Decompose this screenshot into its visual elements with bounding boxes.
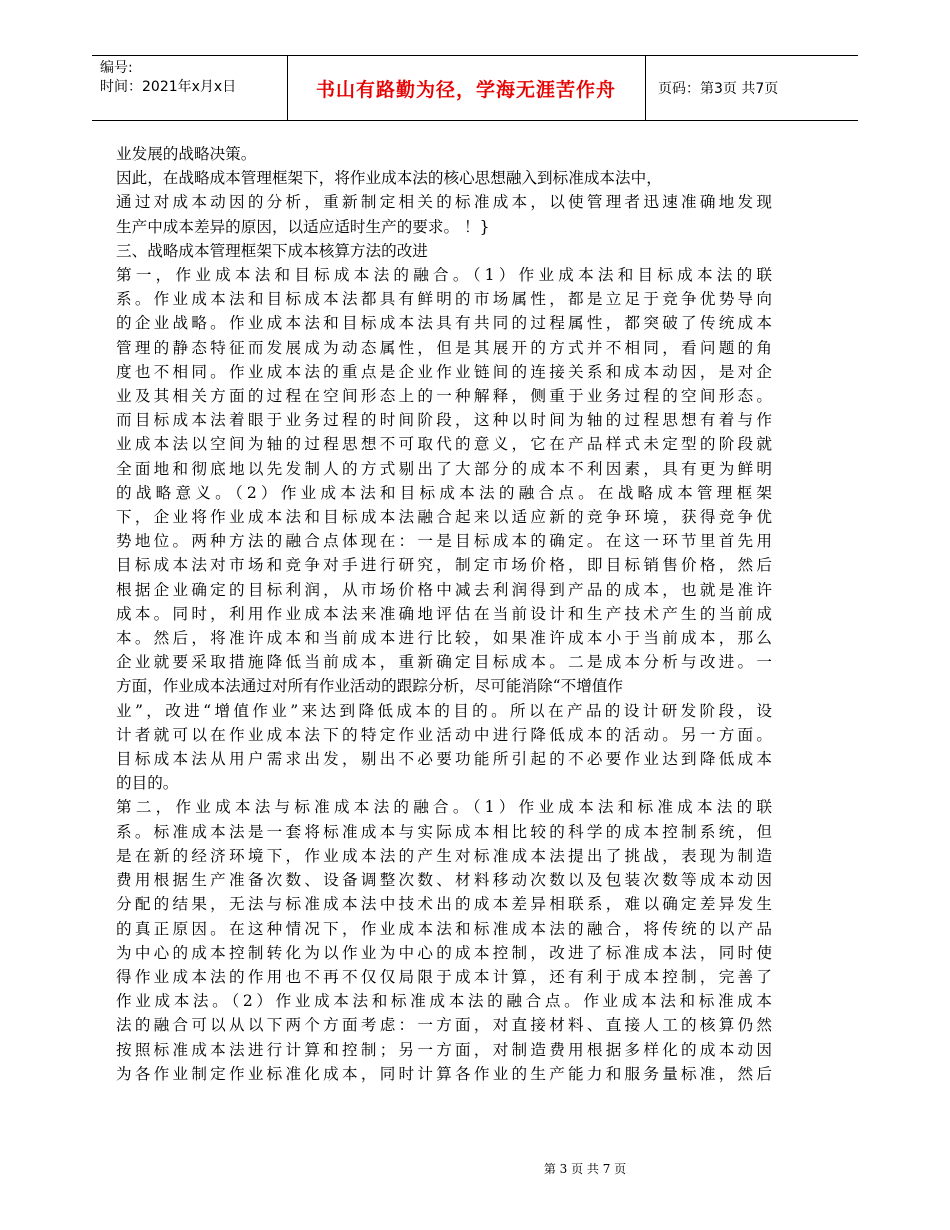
body-text-line: 业发展的战略决策。 [116,145,257,163]
body-text-line: 系。作业成本法和目标成本法都具有鲜明的市场属性，都是立足于竞争优势导向 [116,290,772,309]
header-left-cell [100,59,236,97]
body-text-line: 方面，作业成本法通过对所有作业活动的跟踪分析，尽可能消除“不增值作 [116,677,623,696]
body-text-line: 按照标准成本法进行计算和控制；另一方面，对制造费用根据多样化的成本动因 [116,1040,772,1059]
page-footer [0,1160,950,1177]
body-text-line: 度也不相同。作业成本法的重点是企业作业链间的连接关系和成本动因，是对企 [116,362,772,381]
header-divider [645,55,646,121]
body-text-line: 企业就要采取措施降低当前成本，重新确定目标成本。二是成本分析与改进。一 [116,653,772,672]
body-text-line: 计者就可以在作业成本法下的特定作业活动中进行降低成本的活动。另一方面。 [116,725,772,744]
body-text-line: 第二，作业成本法与标准成本法的融合。（1）作业成本法和标准成本法的联 [116,798,772,817]
body-text-line: 三、战略成本管理框架下成本核算方法的改进 [116,241,428,260]
body-text-line: 通过对成本动因的分析，重新制定相关的标准成本，以使管理者迅速准确地发现 [116,193,772,212]
body-text-line: 本。然后，将准许成本和当前成本进行比较，如果准许成本小于当前成本，那么 [116,629,772,648]
body-text-line: 分配的结果，无法与标准成本法中技术出的成本差异相联系，难以确定差异发生 [116,895,772,914]
body-text-line: 根据企业确定的目标利润，从市场价格中减去利润得到产品的成本，也就是准许 [116,580,772,599]
body-text-line: 势地位。两种方法的融合点体现在：一是目标成本的确定。在这一环节里首先用 [116,532,772,551]
body-text-line: 系。标准成本法是一套将标准成本与实际成本相比较的科学的成本控制系统，但 [116,822,772,841]
document-number-label: 编号: [100,60,133,76]
body-text-line: 是在新的经济环境下，作业成本法的产生对标准成本法提出了挑战，表现为制造 [116,846,772,865]
body-text-line: 业”，改进“增值作业”来达到降低成本的目的。所以在产品的设计研发阶段，设 [116,701,772,720]
body-text-line: 业成本法以空间为轴的过程思想不可取代的意义，它在产品样式未定型的阶段就 [116,435,772,454]
header-motto: 书山有路勤为径，学海无涯苦作舟 [315,78,616,101]
body-text-line: 为各作业制定作业标准化成本，同时计算各作业的生产能力和服务量标准，然后 [116,1064,772,1083]
body-text-line: 法的融合可以从以下两个方面考虑：一方面，对直接材料、直接人工的核算仍然 [116,1016,772,1035]
body-text-line: 目标成本法从用户需求出发，剔出不必要功能所引起的不必要作业达到降低成本 [116,750,772,769]
body-text-line: 成本。同时，利用作业成本法来准确地评估在当前设计和生产技术产生的当前成 [116,604,772,623]
body-text-line: 的战略意义。（2）作业成本法和目标成本法的融合点。在战略成本管理框架 [116,483,772,502]
document-body [116,142,772,1086]
body-text-line: 费用根据生产准备次数、设备调整次数、材料移动次数以及包装次数等成本动因 [116,871,772,890]
body-text-line: 第一，作业成本法和目标成本法的融合。（1）作业成本法和目标成本法的联 [116,266,772,285]
body-text-line: 的真正原因。在这种情况下，作业成本法和标准成本法的融合，将传统的以产品 [116,919,772,938]
body-text-line: 的企业战略。作业成本法和目标成本法具有共同的过程属性，都突破了传统成本 [116,314,772,333]
page-header [92,55,858,121]
body-text-line: 下，企业将作业成本法和目标成本法融合起来以适应新的竞争环境，获得竞争优 [116,508,772,527]
body-text-line: 生产中成本差异的原因，以适应适时生产的要求。 ！} [116,217,490,236]
body-text-line: 因此，在战略成本管理框架下，将作业成本法的核心思想融入到标准成本法中， [116,169,662,188]
document-time-label: 时间：2021年x月x日 [100,79,237,95]
body-text-line: 目标成本法对市场和竞争对手进行研究，制定市场价格，即目标销售价格，然后 [116,556,772,575]
body-text-line: 得作业成本法的作用也不再不仅仅局限于成本计算，还有利于成本控制，完善了 [116,967,772,986]
body-text-line: 的目的。 [116,774,179,793]
body-text-line: 管理的静态特征而发展成为动态属性，但是其展开的方式并不相同，看问题的角 [116,338,772,357]
body-text-line: 而目标成本法着眼于业务过程的时间阶段，这种以时间为轴的过程思想有着与作 [116,411,772,430]
header-page-info: 页码：第3页 共7页 [658,81,779,97]
body-text-line: 作业成本法。（2）作业成本法和标准成本法的融合点。作业成本法和标准成本 [116,992,772,1011]
body-text-line: 业及其相关方面的过程在空间形态上的一种解释，侧重于业务过程的空间形态。 [116,387,772,406]
body-text-line: 全面地和彻底地以先发制人的方式剔出了大部分的成本不利因素，具有更为鲜明 [116,459,772,478]
body-text-line: 为中心的成本控制转化为以作业为中心的成本控制，改进了标准成本法，同时使 [116,943,772,962]
footer-page-number: 第 3 页 共 7 页 [543,1162,627,1176]
